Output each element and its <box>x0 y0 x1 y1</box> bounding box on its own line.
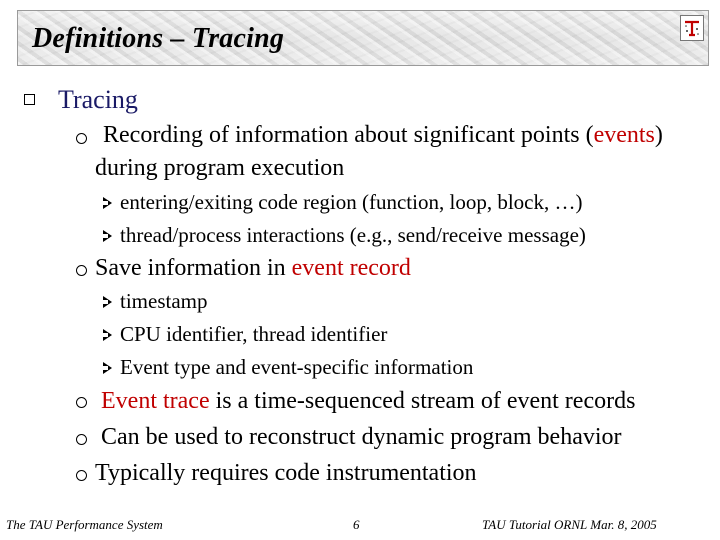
item-recording-line2: during program execution <box>95 155 345 181</box>
arrow-bullet-icon <box>103 362 112 374</box>
item-reconstruct: Can be used to reconstruct dynamic program behavior <box>101 424 622 450</box>
circle-bullet-icon <box>76 434 87 445</box>
item-text: is a time-sequenced stream of event records <box>209 388 636 414</box>
item-text: Recording of information about significant points ( <box>103 122 594 148</box>
tau-logo-icon <box>680 15 704 41</box>
footer-page-number: 6 <box>353 517 360 532</box>
arrow-bullet-icon <box>103 296 112 308</box>
square-bullet-icon <box>24 94 35 105</box>
title-bar <box>17 10 709 66</box>
circle-bullet-icon <box>76 133 87 144</box>
highlight-event-record: event record <box>291 255 411 281</box>
subitem-timestamp: timestamp <box>120 289 208 313</box>
arrow-bullet-icon <box>103 197 112 209</box>
item-instrumentation: Typically requires code instrumentation <box>95 460 477 486</box>
item-save-information <box>95 255 411 282</box>
item-recording-line1 <box>103 122 663 149</box>
subitem-cpu-thread: CPU identifier, thread identifier <box>120 322 388 346</box>
footer-right: TAU Tutorial ORNL Mar. 8, 2005 <box>482 517 657 532</box>
item-event-trace <box>101 388 635 415</box>
circle-bullet-icon <box>76 265 87 276</box>
item-text: ) <box>654 122 663 148</box>
subitem-event-type: Event type and event-specific information <box>120 355 474 379</box>
subitem-code-region: entering/exiting code region (function, loop, block, …) <box>120 190 583 214</box>
subitem-thread-process: thread/process interactions (e.g., send/receive message) <box>120 223 586 247</box>
section-heading: Tracing <box>58 85 138 114</box>
footer-left: The TAU Performance System <box>6 517 163 532</box>
circle-bullet-icon <box>76 470 87 481</box>
item-text: Save information in <box>95 255 292 281</box>
highlight-event-trace: Event trace <box>101 388 210 414</box>
arrow-bullet-icon <box>103 329 112 341</box>
slide-title: Definitions – Tracing <box>32 23 285 54</box>
arrow-bullet-icon <box>103 230 112 242</box>
highlight-events: events <box>593 122 655 148</box>
circle-bullet-icon <box>76 397 87 408</box>
